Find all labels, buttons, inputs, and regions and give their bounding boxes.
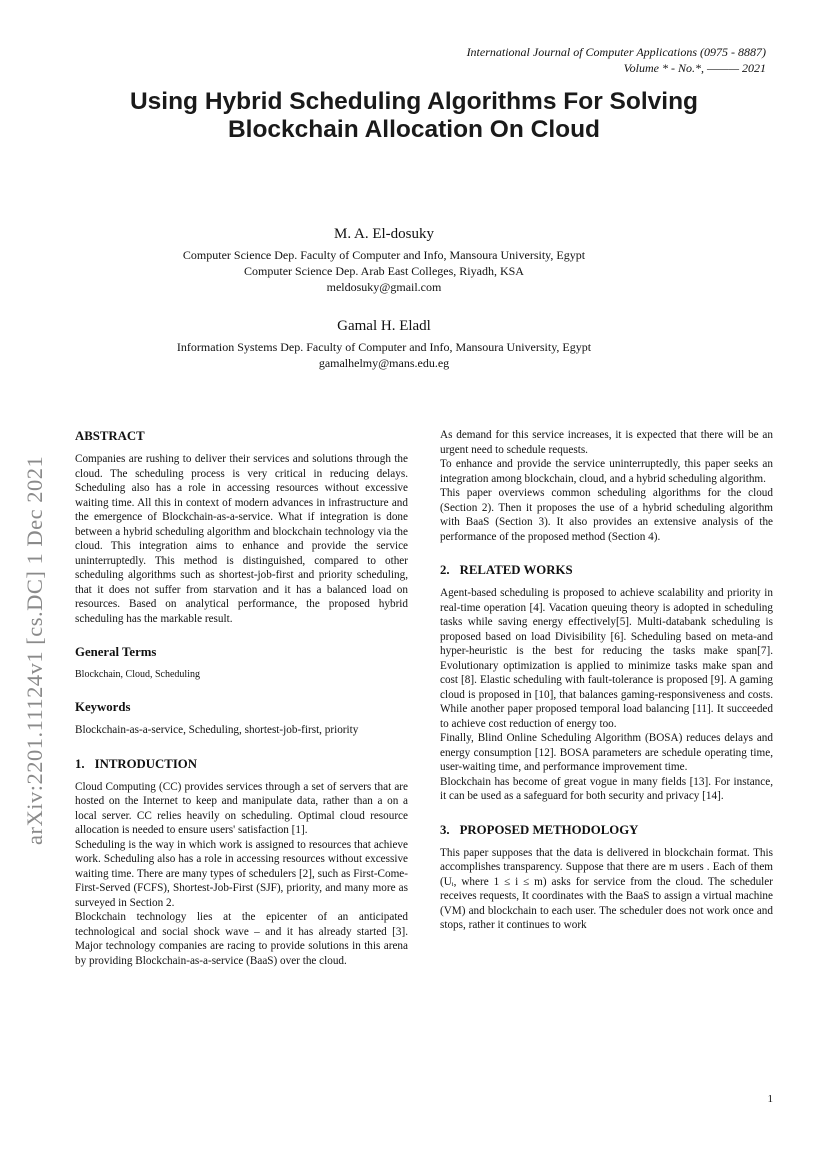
methodology-heading — [440, 822, 773, 838]
journal-name: International Journal of Computer Applications (0975 - 8887) — [466, 45, 766, 59]
journal-header — [346, 44, 766, 76]
paragraph: Blockchain technology lies at the epicenter of an anticipated technological and social shock wave – and it has already started [3]. Major technology companies are racing to provide solutions in this arena by providing Blockchain-as-a-service (BaaS) over the cloud. — [75, 911, 408, 967]
section-number: 2. — [440, 563, 450, 577]
introduction-heading — [75, 756, 408, 772]
author-block-2 — [60, 316, 708, 371]
general-terms-text: Blockchain, Cloud, Scheduling — [75, 669, 200, 680]
author-email[interactable]: gamalhelmy@mans.edu.eg — [318, 356, 450, 370]
paragraph: To enhance and provide the service uninterruptedly, this paper seeks an integration among blockchain, cloud, and a hybrid scheduling algorithm. — [440, 458, 773, 485]
author-block-1 — [60, 224, 708, 295]
section-number: 1. — [75, 756, 85, 771]
author-name: M. A. El-dosuky — [333, 226, 434, 242]
arxiv-stamp: arXiv:2201.11124v1 [cs.DC] 1 Dec 2021 — [22, 455, 47, 845]
abstract-text: Companies are rushing to deliver their services and solutions through the cloud. The scheduling process is very critical in reducing delays. Scheduling also has a role in accessing resources without excessive waiting time. All this in context of modern advances in infrastructure and the emergence of Blockchain-as-a-service. What if integration is done between a hybrid scheduling algorithm and blockchain technology via the cloud. This integration aims to enhance and provide the service uninterruptedly. This method is distinguished, compared to other scheduling algorithms such as shortest-job-first and priority scheduling, that it does not suffer from starvation and it has a balanced load on resources. Based on analytical performance, the proposed hybrid scheduling has the markable result. — [75, 453, 408, 625]
author-affiliation: Computer Science Dep. Arab East Colleges, Riyadh, KSA — [244, 264, 524, 278]
section-title: PROPOSED METHODOLOGY — [459, 822, 639, 837]
keywords-text: Blockchain-as-a-service, Scheduling, shortest-job-first, priority — [75, 724, 359, 736]
section-number: 3. — [440, 822, 450, 837]
keywords-heading: Keywords — [75, 700, 131, 714]
journal-volume: Volume * - No.*, ——— 2021 — [623, 61, 766, 75]
paragraph: This paper supposes that the data is delivered in blockchain format. This accomplishes transparency. Suppose that there are m users . Each of them (Uᵢ, where 1 ≤ i ≤ m) asks for service from the cloud. The scheduler receives requests, It coordinates with the BaaS to assign a virtual machine (VM) and blockchain to each user. The scheduler does not work once and stops, rather it continues to work — [440, 846, 773, 931]
author-affiliation: Information Systems Dep. Faculty of Computer and Info, Mansoura University, Egypt — [176, 340, 592, 354]
section-title: RELATED WORKS — [459, 563, 573, 577]
paper-title — [60, 88, 768, 144]
title-line-1: Using Hybrid Scheduling Algorithms For Solving — [129, 88, 699, 115]
related-works-heading — [440, 562, 773, 578]
paragraph: As demand for this service increases, it is expected that there will be an urgent need to schedule requests. — [440, 429, 773, 456]
section-title: INTRODUCTION — [94, 756, 197, 771]
abstract-heading: ABSTRACT — [75, 429, 145, 443]
general-terms-heading: General Terms — [75, 645, 157, 659]
author-name: Gamal H. Eladl — [337, 318, 431, 334]
title-line-2: Blockchain Allocation On Cloud — [227, 116, 601, 143]
right-column — [440, 428, 773, 933]
paragraph: Blockchain has become of great vogue in many fields [13]. For instance, it can be used as a safeguard for both security and privacy [14]. — [440, 775, 773, 802]
page-number: 1 — [767, 1093, 773, 1105]
paragraph: Agent-based scheduling is proposed to achieve scalability and priority in real-time operation [4]. Vacation queuing theory is adopted in scheduling tasks while saving energy effectively[5]. Multi-databank scheduling is proposed based on load Divisibility [6]. Scheduling based on meta-and hyper-heuristic is the best for reducing the tasks make span[7]. Evolutionary optimization is applied to minimize tasks make span and cost [8]. Elastic scheduling with fault-tolerance is proposed [9]. A gaming cloud is proposed in [10], that balances gaming-responsiveness and costs. While another paper proposed temporal load balancing [11]. It succeeded to achieve cost reduction of energy too. — [440, 587, 773, 730]
author-email[interactable]: meldosuky@gmail.com — [326, 280, 442, 294]
paragraph: Cloud Computing (CC) provides services through a set of servers that are hosted on the Internet to keep and manipulate data, rather than a on a local server. CC relies heavily on scheduling. Optimal cloud resource allocation is needed to ensure users' satisfaction [1]. — [75, 780, 408, 836]
paragraph: Scheduling is the way in which work is assigned to resources that achieve work. Scheduling also has a role in accessing resources without excessive waiting time. There are many types of schedulers [2], such as First-Come-First-Served (FCFS), Shortest-Job-First (SJF), priority, and many more as surveyed in Section 2. — [75, 838, 408, 909]
left-column — [75, 428, 408, 968]
paragraph: This paper overviews common scheduling algorithms for the cloud (Section 2). Then it proposes the use of a hybrid scheduling algorithm with BaaS (Section 3). It also provides an extensive analysis of the performance of the proposed method (Section 4). — [440, 487, 773, 543]
author-affiliation: Computer Science Dep. Faculty of Computer and Info, Mansoura University, Egypt — [182, 248, 586, 262]
paragraph: Finally, Blind Online Scheduling Algorithm (BOSA) reduces delays and energy consumption [12]. BOSA parameters are schedule operating time, user-waiting time, and performance improvement time. — [440, 732, 773, 773]
